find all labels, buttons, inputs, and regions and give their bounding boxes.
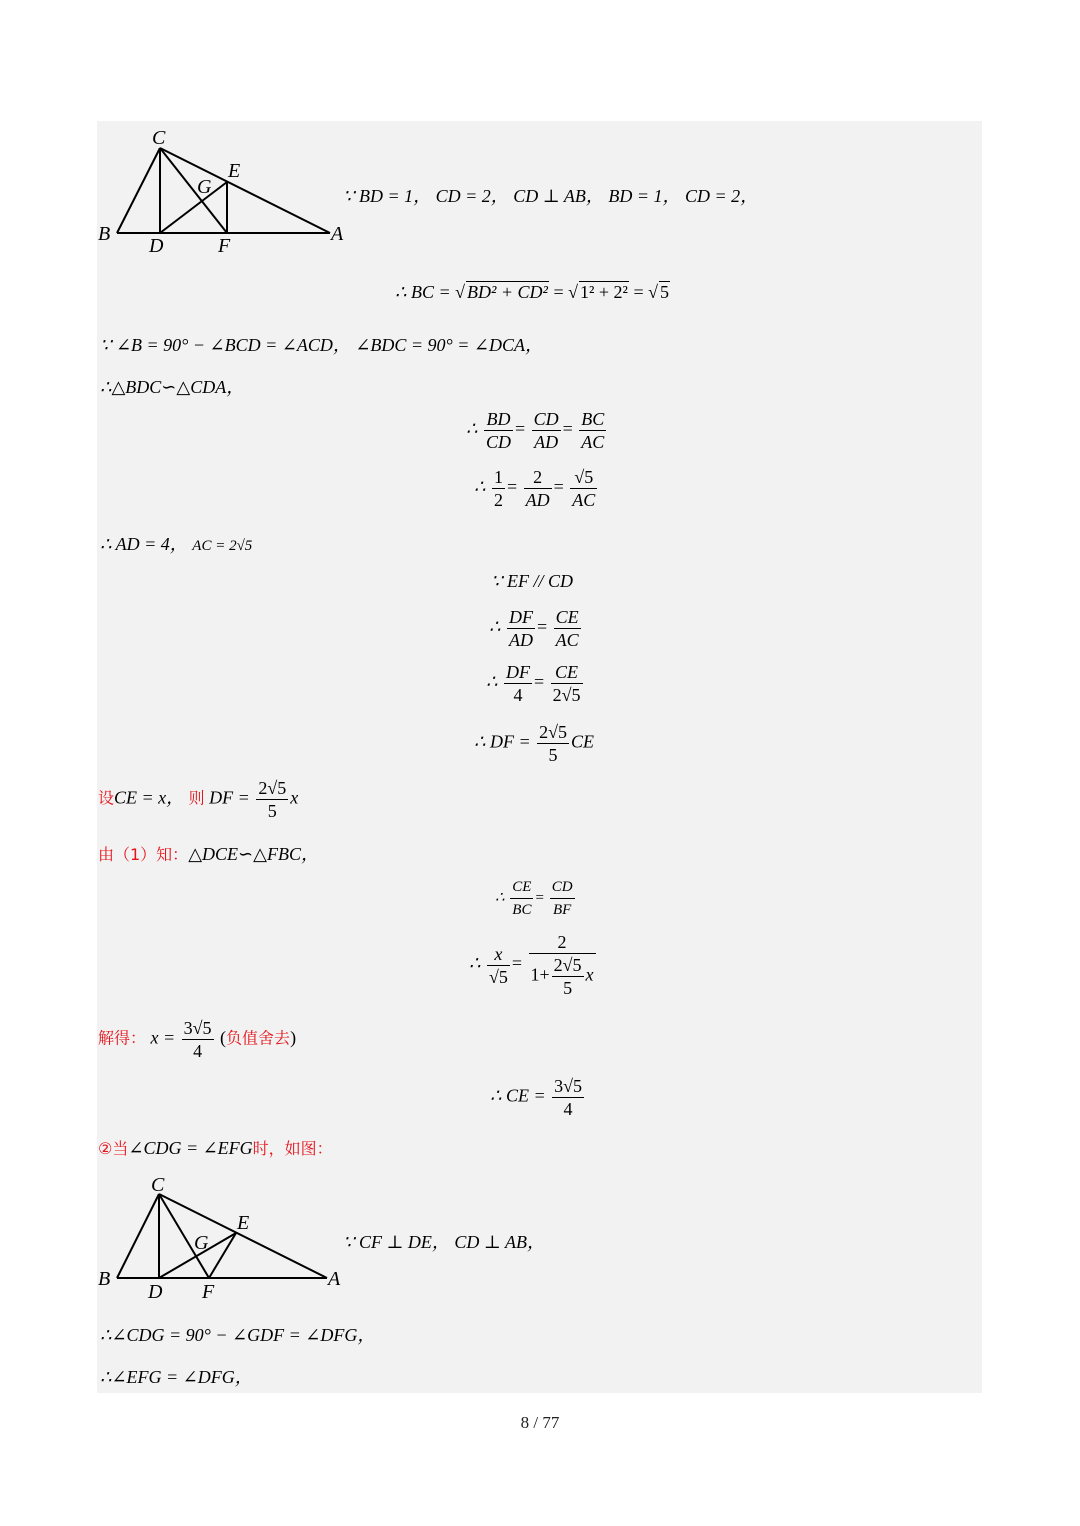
bc-equation: ∴ BC = √ BD² + CD² = √ 1² + 2² = √ 5 [395,282,669,302]
ratio-values: ∴ $\frac{1}{2}$ = $\frac{2}{AD}$ = $\frac{√5}{AC}$ [474,467,596,510]
x-equation: ∴ $\frac{x}{√5}$ = 2 1+ $\frac{2√5}{5}$ x [469,932,594,998]
label-E-2: E [237,1212,250,1234]
angle-efg-equation: ∴∠EFG = ∠DFG， [100,1367,253,1387]
label-F: F [218,235,231,257]
case-two-heading: ②当∠CDG = ∠EFG时，如图： [98,1138,333,1158]
solution-x: 解得： x = $\frac{3√5}{4}$ (负值舍去) [98,1018,297,1061]
geometry-figure-2 [95,1172,355,1304]
label-D-2: D [148,1281,163,1303]
df-expression: ∴ DF = $\frac{2√5}{5}$ CE [474,722,594,765]
page-number: 8 / 77 [520,1413,560,1432]
ad-ac-values: ∴ AD = 4， AC = 2√5 [100,534,253,554]
ratio-equation: ∴ $\frac{BD}{CD}$ = $\frac{CD}{AD}$ = $\frac{BC}{AC}$ [466,409,605,452]
label-C: C [152,127,166,149]
parallel-ratio-values: ∴ $\frac{DF}{4}$ = $\frac{CE}{2√5}$ [486,662,581,705]
set-variable: 设CE = x， 则 DF = $\frac{2√5}{5}$ x [98,778,299,821]
label-E: E [228,160,241,182]
parallel-ratio: ∴ $\frac{DF}{AD}$ = $\frac{CE}{AC}$ [489,607,579,650]
label-B-2: B [98,1268,111,1290]
similar-ratio: ∴ $\frac{CE}{BC}$ = $\frac{CD}{BF}$ [495,876,577,921]
parallel-statement: ∵ EF // CD [491,571,573,591]
ce-result: ∴ CE = $\frac{3√5}{4}$ [490,1076,582,1119]
label-A: A [331,223,344,245]
label-G: G [197,176,212,198]
from-part-one: 由（1）知：△DCE∽△FBC， [98,844,319,864]
angle-cdg-equation: ∴∠CDG = 90° − ∠GDF = ∠DFG， [100,1325,376,1345]
given-conditions: ∵ BD = 1， CD = 2， CD ⊥ AB， BD = 1， CD = 2， [343,186,759,206]
label-F-2: F [202,1281,215,1303]
label-C-2: C [151,1174,165,1196]
perpendicular-statement: ∵ CF ⊥ DE， CD ⊥ AB， [343,1232,545,1252]
similar-triangles-1: ∴△BDC∽△CDA， [100,377,245,397]
angle-statement: ∵ ∠B = 90° − ∠BCD = ∠ACD， ∠BDC = 90° = ∠DCA， [100,335,543,355]
label-G-2: G [194,1232,209,1254]
geometry-figure-1 [95,126,355,258]
label-A-2: A [328,1268,341,1290]
label-D: D [149,235,164,257]
label-B: B [98,223,111,245]
